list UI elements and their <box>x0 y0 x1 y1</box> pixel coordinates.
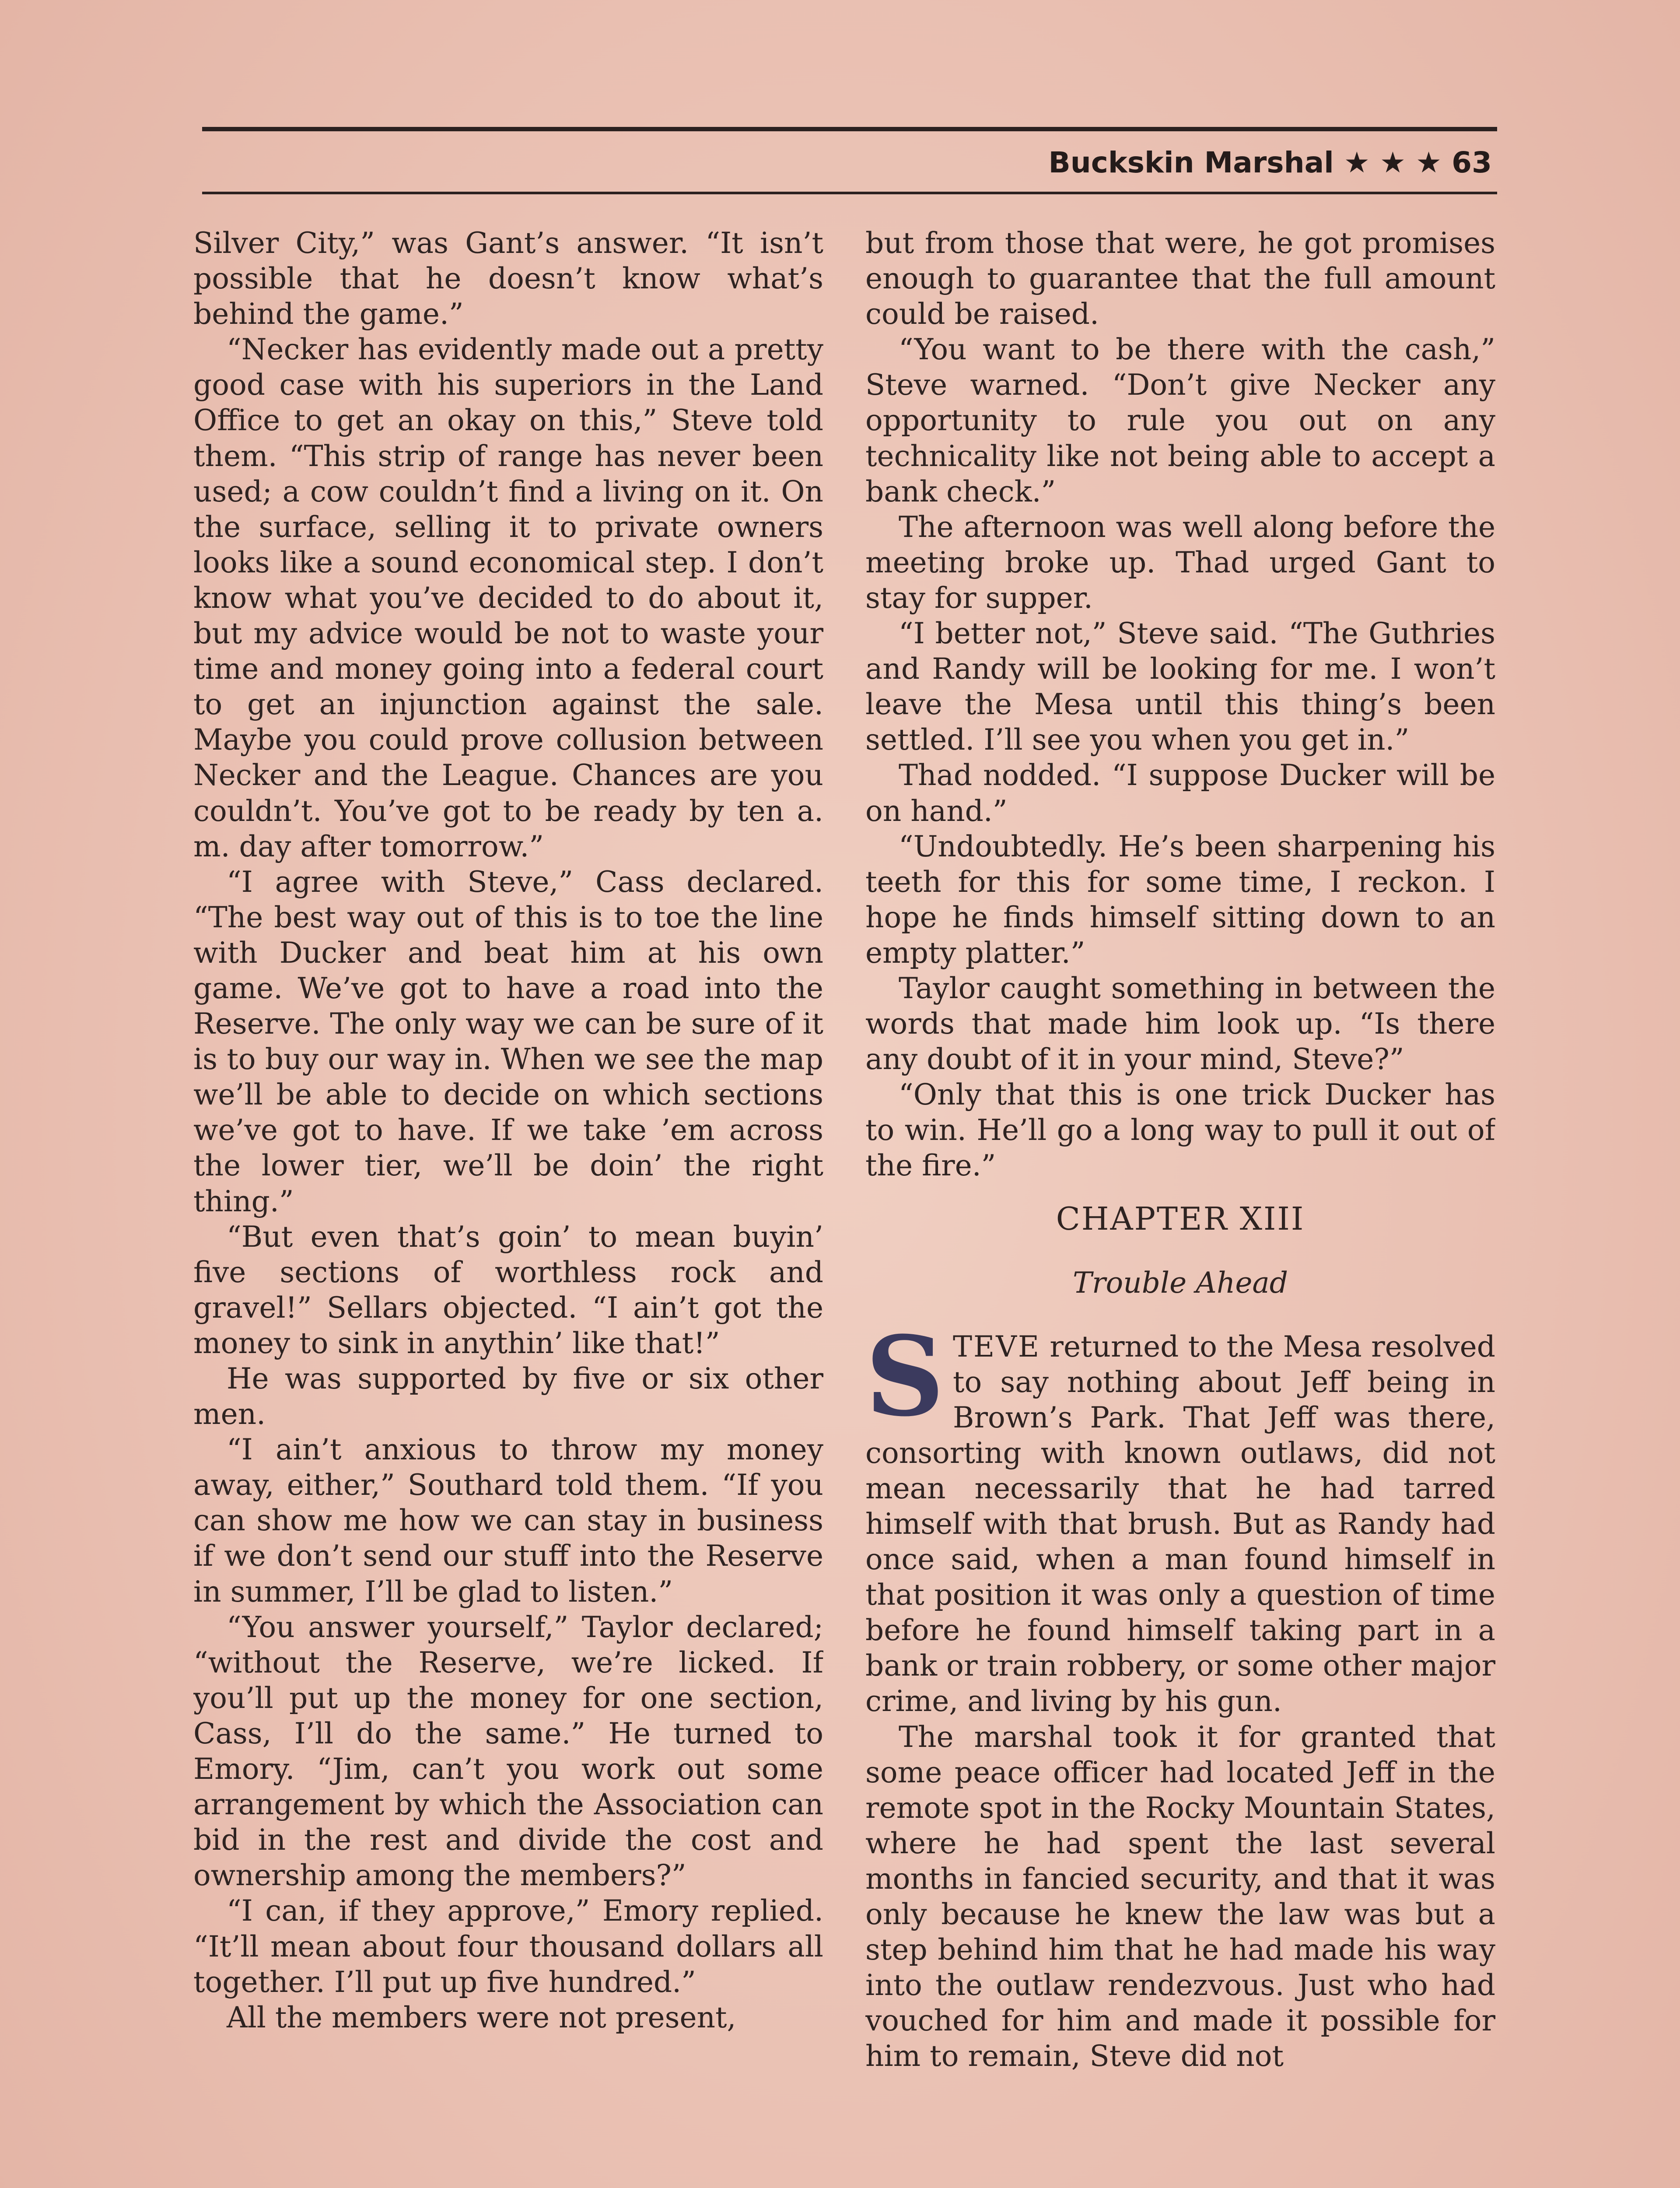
header-rule-top <box>202 127 1497 131</box>
paragraph: “You answer yourself,” Taylor declared; “without the Reserve, we’re licked. If you’ll put up the money for one section, Cass, I’ll do the same.” He turned to Emory. “Jim, can’t you work out some arrangement by which the Association can bid in the rest and divide the cost and ownership among the members?” <box>193 1610 823 1893</box>
right-column <box>865 225 1495 2188</box>
paragraph: “I better not,” Steve said. “The Guthries and Randy will be looking for me. I won’t leave the Mesa until this thing’s been settled. I’ll see you when you get in.” <box>865 617 1495 757</box>
paragraph: “I ain’t anxious to throw my money away, either,” Southard told them. “If you can show me how we can stay in business if we don’t send our stuff into the Reserve in summer, I’ll be glad to listen.” <box>193 1433 823 1609</box>
paragraph: “Only that this is one trick Ducker has to win. He’ll go a long way to pull it out of the fire.” <box>865 1078 1495 1183</box>
drop-cap: S <box>865 1311 945 1441</box>
paragraph: “Necker has evidently made out a pretty good case with his superiors in the Land Office to get an okay on this,” Steve told them. “This strip of range has never been used; a cow couldn’t find a living on it. On the surface, selling it to private owners looks like a sound economical step. I don’t know what you’ve decided to do about it, but my advice would be not to waste your time and money going into a federal court to get an injunction against the sale. Maybe you could prove collusion between Necker and the League. Chances are you couldn’t. You’ve got to be ready by ten a. m. day after tomorrow.” <box>193 333 823 863</box>
header-rule-bottom <box>202 192 1497 194</box>
left-column <box>193 225 823 2188</box>
paragraph: Taylor caught something in between the words that made him look up. “Is there any doubt of it in your mind, Steve?” <box>865 971 1495 1076</box>
paragraph: He was supported by five or six other men. <box>193 1362 823 1431</box>
paragraph: All the members were not present, <box>227 2000 736 2034</box>
running-head: Buckskin Marshal ★ ★ ★ 63 <box>1048 146 1492 179</box>
paragraph: “I agree with Steve,” Cass declared. “The best way out of this is to toe the line with Ducker and beat him at his own game. We’ve got to have a road into the Reserve. The only way we can be sure of it is to buy our way in. When we see the map we’ll be able to decide on which sections we’ve got to have. If we take ’em across the lower tier, we’ll be doin’ the right thing.” <box>193 865 823 1218</box>
paragraph: The marshal took it for granted that some peace officer had located Jeff in the remote spot in the Rocky Mountain States, where he had spent the last several months in fancied security, and that it was only because he knew the law was but a step behind him that he had made his way into the outlaw rendezvous. Just who had vouched for him and made it possible for him to remain, Steve did not <box>865 1720 1495 2073</box>
chapter-opening-paragraph <box>865 1311 1495 1719</box>
paragraph: “But even that’s goin’ to mean buyin’ five sections of worthless rock and gravel!” Sellars objected. “I ain’t got the money to sink in anythin’ like that!” <box>193 1220 823 1360</box>
lead-word: TEVE <box>953 1329 1041 1364</box>
paragraph: The afternoon was well along before the meeting broke up. Thad urged Gant to stay for supper. <box>865 510 1495 615</box>
paragraph: Thad nodded. “I suppose Ducker will be on hand.” <box>865 758 1495 828</box>
paragraph: “I can, if they approve,” Emory replied. “It’ll mean about four thousand dollars all together. I’ll put up five hundred.” <box>193 1894 823 1999</box>
chapter-subtitle: Trouble Ahead <box>1072 1266 1288 1300</box>
paragraph-text: returned to the Mesa resolved to say nothing about Jeff being in Brown’s Park. That Jeff was there, consorting with known outlaws, did not mean necessarily that he had tarred himself with that brush. But as Randy had once said, when a man found himself in that position it was only a question of time before he found himself taking part in a bank or train robbery, or some other major crime, and living by his gun. <box>865 1329 1495 1718</box>
paragraph: but from those that were, he got promises enough to guarantee that the full amount could be raised. <box>865 226 1495 331</box>
paragraph: “Undoubtedly. He’s been sharpening his teeth for this for some time, I reckon. I hope he finds himself sitting down to an empty platter.” <box>865 829 1495 970</box>
paragraph: “You want to be there with the cash,” Steve warned. “Don’t give Necker any opportunity to rule you out on any technicality like not being able to accept a bank check.” <box>865 333 1495 508</box>
chapter-title: CHAPTER XIII <box>1056 1200 1305 1237</box>
paragraph: Silver City,” was Gant’s answer. “It isn’t possible that he doesn’t know what’s behind the game.” <box>193 226 823 331</box>
